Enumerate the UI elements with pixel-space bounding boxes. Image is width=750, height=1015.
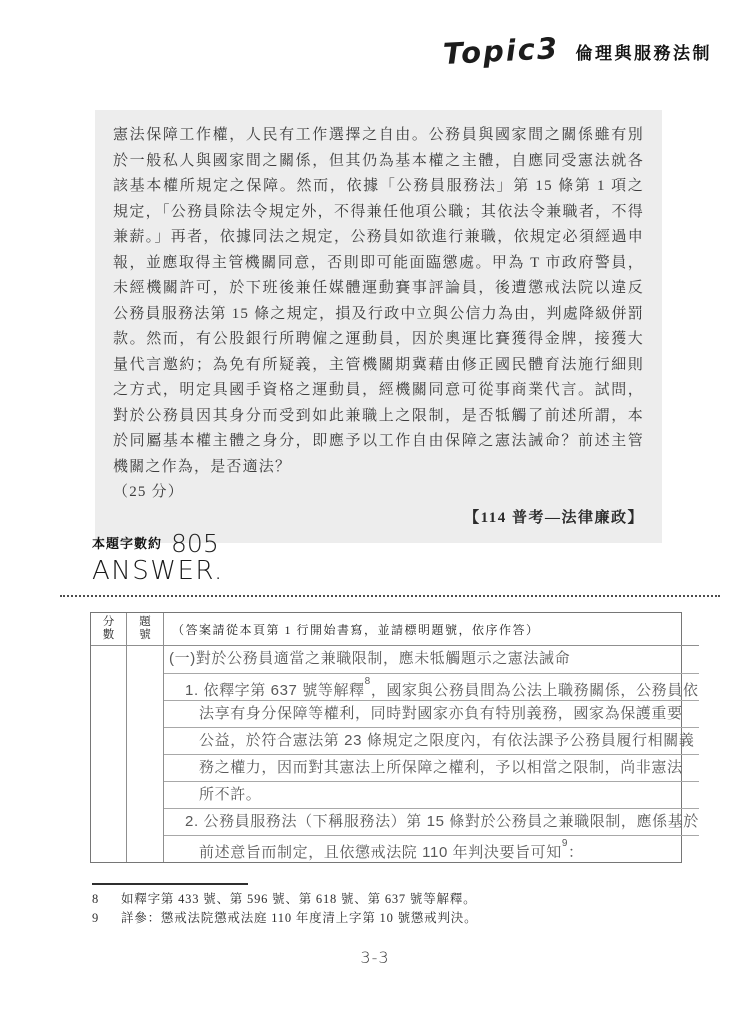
answer-line-text: 法享有身分保障等權利，同時對國家亦負有特別義務，國家為保護重要 <box>199 705 683 722</box>
footnote <box>92 890 672 909</box>
page-number: 3-3 <box>360 948 390 967</box>
topic-script: Topic3 <box>442 30 561 72</box>
footnote-divider <box>92 883 248 885</box>
word-count-label: 本題字數約 <box>92 536 163 551</box>
answer-line <box>164 808 699 835</box>
answer-line-text: 務之權力，因而對其憲法上所保障之權利，予以相當之限制，尚非憲法 <box>199 759 683 776</box>
footnote <box>92 909 672 928</box>
dotted-divider <box>60 595 720 597</box>
word-count-line <box>92 531 224 556</box>
footnote-number: 9 <box>92 910 100 925</box>
answer-line-text: 2. 公務員服務法（下稱服務法）第 15 條對於公務員之兼職限制，應係基於 <box>185 813 699 830</box>
answer-line <box>164 754 699 781</box>
question-score: （25 分） <box>113 484 184 500</box>
question-text: 憲法保障工作權，人民有工作選擇之自由。公務員與國家間之關係雖有別於一般私人與國家間之關係，但其仍為基本權之主體，自應同受憲法就各該基本權所規定之保障。然而，依據「公務員服務法」第 15 條第 1 項之規定，「公務員除法令規定外，不得兼任他項公職；其依法令兼職者，不得兼薪。」再者，依據同法之規定，公務員如欲進行兼職，依規定必須經過申報，並應取得主管機關同意，否則即可能面臨懲處。甲為 T 市政府警員，未經機關許可，於下班後兼任媒體運動賽事評論員，後遭懲戒法院以違反公務員服務法第 15 條之規定，損及行政中立與公信力為由，判處降級併罰款。然而，有公股銀行所聘僱之運動員，因於奧運比賽獲得金牌，接獲大量代言邀約；為免有所疑義，主管機關期冀藉由修正國民體育法施行細則之方式，明定具國手資格之運動員，經機關同意可從事商業代言。試問，對於公務員因其身分而受到如此兼職上之限制，是否牴觸了前述所謂，本於同屬基本權主體之身分，即應予以工作自由保障之憲法誡命？前述主管機關之作為，是否適法？ <box>113 127 644 475</box>
number-column-cell <box>127 646 164 862</box>
answer-line-text: 所不許。 <box>199 786 262 803</box>
answer-line <box>164 700 699 727</box>
answer-line-text: ： <box>568 844 584 861</box>
answer-line <box>164 646 699 673</box>
number-column-header <box>127 613 164 646</box>
chapter-title: 倫理與服務法制 <box>575 43 712 63</box>
answer-line-text: 1. 依釋字第 637 號等解釋 <box>185 682 365 699</box>
footnote-ref-8: 8 <box>364 676 371 687</box>
footnote-ref-9: 9 <box>561 838 569 849</box>
answer-line <box>164 673 699 700</box>
number-column-label: 題號 <box>139 616 151 641</box>
answer-sheet-table <box>90 612 699 863</box>
exam-source: 【114 普考—法律廉政】 <box>464 509 644 526</box>
footnote-text: 如釋字第 433 號、第 596 號、第 618 號、第 637 號等解釋。 <box>121 892 477 906</box>
sheet-instruction: （答案請從本頁第 1 行開始書寫，並請標明題號，依序作答） <box>164 613 699 646</box>
answer-heading: ANSWER. <box>92 556 224 586</box>
answer-line <box>164 781 699 808</box>
answer-line-text: (一)對於公務員適當之兼職限制，應未牴觸題示之憲法誡命 <box>169 650 571 667</box>
answer-line <box>164 835 699 862</box>
score-column-header <box>91 613 127 646</box>
score-column-cell <box>91 646 127 862</box>
answer-line-text: ，國家與公務員間為公法上職務關係，公務員依 <box>370 682 699 699</box>
score-column-label: 分數 <box>102 616 115 641</box>
answer-header <box>92 531 224 586</box>
answer-line-text: 前述意旨而制定，且依懲戒法院 110 年判決要旨可知 <box>199 844 562 861</box>
answer-line <box>164 727 699 754</box>
footnote-number: 8 <box>92 892 100 906</box>
word-count-value: 805 <box>171 529 219 558</box>
footnote-area <box>92 883 672 927</box>
answer-lines <box>164 646 699 862</box>
chapter-header <box>442 30 712 72</box>
answer-line-text: 公益，於符合憲法第 23 條規定之限度內，有依法課予公務員履行相關義 <box>199 732 695 749</box>
question-box <box>95 110 662 543</box>
footnote-text: 詳參：懲戒法院懲戒法庭 110 年度清上字第 10 號懲戒判決。 <box>121 910 478 925</box>
